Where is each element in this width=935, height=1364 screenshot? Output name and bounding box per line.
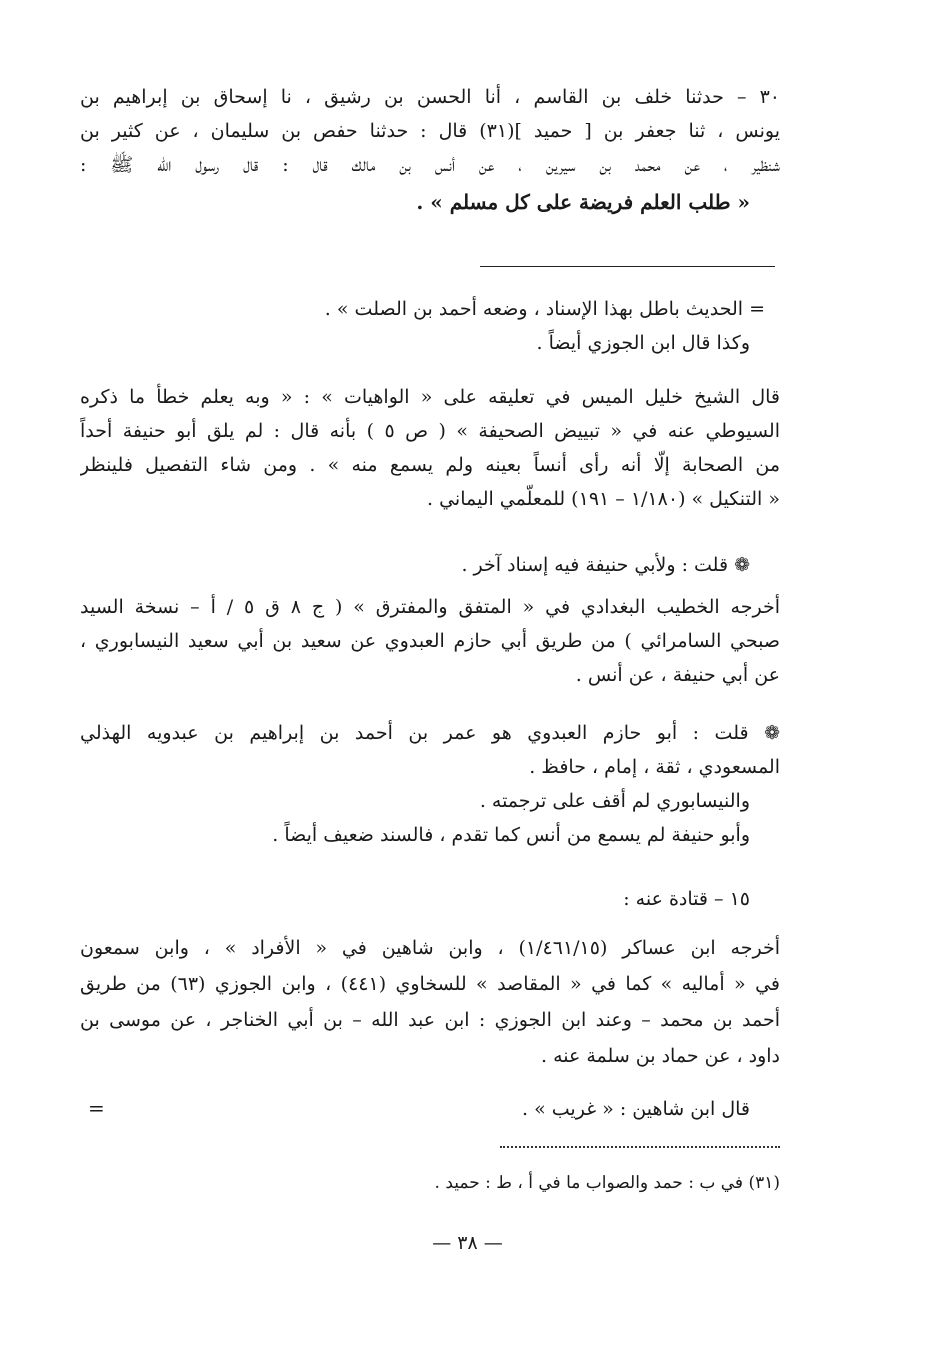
commentary-paragraph-2 [80,380,780,516]
commentary-line: في « أماليه » كما في « المقاصد » للسخاوي (٤٤١) ، وابن الجوزي (٦٣) من طريق [80,973,780,995]
commentary-line: ❁ قلت : أبو حازم العبدوي هو عمر بن أحمد بن إبراهيم بن عبدويه الهذلي [80,722,780,744]
commentary-line: السيوطي عنه في « تبييض الصحيفة » ( ص ٥ ) بأنه قال : لم يلق أبو حنيفة أحداً [80,420,780,442]
commentary-line: أخرجه ابن عساكر (١/٤٦١/١٥) ، وابن شاهين في « الأفراد » ، وابن سمعون [80,937,780,959]
commentary-line: والنيسابوري لم أقف على ترجمته . [479,790,750,812]
footnote: (٣١) في ب : حمد والصواب ما في أ ، ط : حميد . [434,1173,780,1193]
commentary-line: المسعودي ، ثقة ، إمام ، حافظ . [529,756,780,778]
hadith-line-1: ٣٠ – حدثنا خلف بن القاسم ، أنا الحسن بن رشيق ، نا إسحاق بن إبراهيم بن [80,86,780,108]
commentary-paragraph-7 [80,1092,780,1126]
commentary-line: « التنكيل » (١/١٨٠ – ١٩١) للمعلّمي اليماني . [426,488,780,510]
commentary-line: وأبو حنيفة لم يسمع من أنس كما تقدم ، فالسند ضعيف أيضاً . [272,824,750,846]
hadith-text [80,80,780,222]
section-heading [80,882,780,916]
commentary-paragraph-1 [80,292,780,360]
commentary-line: من الصحابة إلّا أنه رأى أنساً بعينه ولم يسمع منه » . ومن شاء التفصيل فلينظر [80,454,780,476]
commentary-line: أخرجه الخطيب البغدادي في « المتفق والمفترق » ( ج ٨ ق ٥ / أ – نسخة السيد [80,596,780,618]
commentary-line: = الحديث باطل بهذا الإسناد ، وضعه أحمد بن الصلت » . [324,298,765,320]
commentary-line: وكذا قال ابن الجوزي أيضاً . [536,332,750,354]
commentary-line: أحمد بن محمد – وعند ابن الجوزي : ابن عبد الله – بن أبي الخناجر ، عن موسى بن [80,1009,780,1031]
section-divider [480,266,775,267]
commentary-line: داود ، عن حماد بن سلمة عنه . [541,1045,780,1067]
commentary-paragraph-5 [80,716,780,852]
commentary-paragraph-3 [80,548,780,582]
section-heading-text: ١٥ – قتادة عنه : [623,888,750,910]
commentary-line: ❁ قلت : ولأبي حنيفة فيه إسناد آخر . [461,554,750,576]
footnote-divider [500,1138,780,1148]
commentary-paragraph-4 [80,590,780,692]
commentary-line: عن أبي حنيفة ، عن أنس . [575,664,780,686]
commentary-line: قال ابن شاهين : « غريب » . [522,1098,750,1120]
hadith-line-3: شنظير ، عن محمد بن سيرين ، عن أنس بن مالك قال : قال رسول الله ﷺ : [80,154,780,176]
commentary-paragraph-6 [80,930,780,1074]
hadith-line-2: يونس ، ثنا جعفر بن [ حميد ](٣١) قال : حدثنا حفص بن سليمان ، عن كثير بن [80,120,780,142]
continuation-mark: = [88,1096,105,1120]
commentary-line: صبحي السامرائي ) من طريق أبي حازم العبدوي عن سعيد بن أبي سعيد النيسابوري ، [80,630,780,652]
page-number: — ٣٨ — [432,1232,503,1254]
commentary-line: قال الشيخ خليل الميس في تعليقه على « الواهيات » : « وبه يعلم خطأ ما ذكره [80,386,780,408]
hadith-matn: « طلب العلم فريضة على كل مسلم » . [416,190,750,214]
